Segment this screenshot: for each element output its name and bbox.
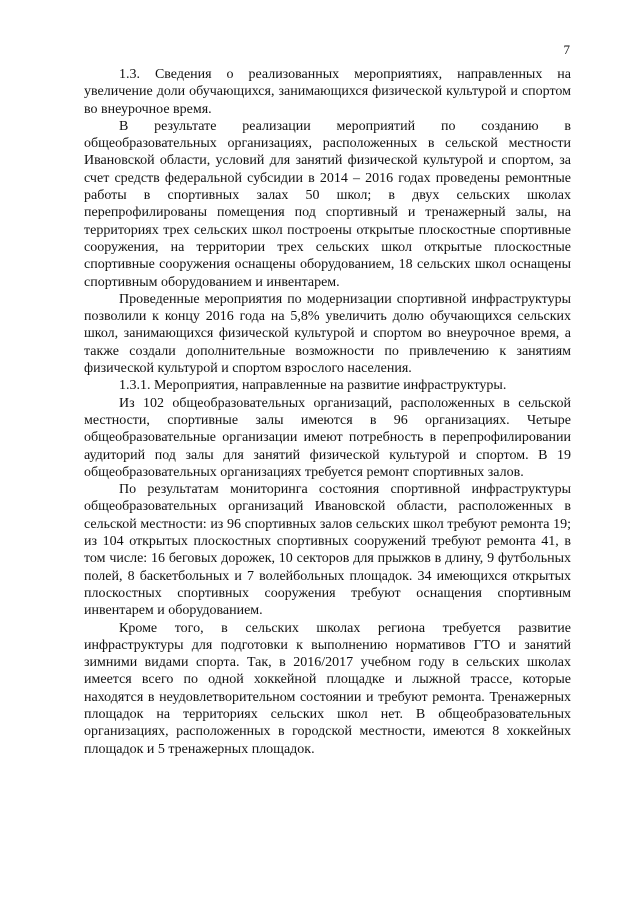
document-body [84, 66, 571, 758]
section-heading-1-3: 1.3. Сведения о реализованных мероприятиях, направленных на увеличение доли обучающихся, занимающихся физической культурой и спортом во внеурочное время. [84, 67, 571, 117]
paragraph-gto-winter: Кроме того, в сельских школах региона требуется развитие инфраструктуры для подготовки к выполнению нормативов ГТО и занятий зимними видами спорта. Так, в 2016/2017 учебном году в сельских школах имеется всего по одной хоккейной площадке и лыжной трассе, которые находятся в неудовлетворительном состоянии и требуют ремонта. Тренажерных площадок на территориях сельских школ нет. В общеобразовательных организациях, расположенных в городской местности, имеются 8 хоккейных площадок и 5 тренажерных площадок. [84, 620, 571, 757]
section-heading-1-3-1: 1.3.1. Мероприятия, направленные на развитие инфраструктуры. [119, 378, 507, 394]
paragraph-modernization: Проведенные мероприятия по модернизации спортивной инфраструктуры позволили к концу 2016 года на 5,8% увеличить долю обучающихся сельских школ, занимающихся физической культурой и спортом во внеурочное время, а также создали дополнительные возможности по привлечению к занятиям физической культурой и спортом взрослого населения. [84, 291, 571, 377]
paragraph-monitoring: По результатам мониторинга состояния спортивной инфраструктуры общеобразовательных организаций Ивановской области, расположенных в сельской местности: из 96 спортивных залов сельских школ требуют ремонта 19; из 104 открытых плоскостных спортивных сооружений требуют ремонта 41, в том числе: 16 беговых дорожек, 10 секторов для прыжков в длину, 9 футбольных полей, 8 баскетбольных и 7 волейбольных площадок. 34 имеющихся открытых плоскостных спортивных сооружения требуют оснащения спортивным инвентарем и оборудованием. [84, 482, 571, 619]
paragraph-gyms: Из 102 общеобразовательных организаций, расположенных в сельской местности, спортивные залы имеются в 96 организациях. Четыре общеобразовательные организации имеют потребность в перепрофилировании аудиторий под залы для занятий физической культурой и спортом. В 19 общеобразовательных организациях требуется ремонт спортивных залов. [84, 395, 571, 480]
paragraph-results: В результате реализации мероприятий по созданию в общеобразовательных организациях, расположенных в сельской местности Ивановской области, условий для занятий физической культурой и спортом, за счет средств федеральной субсидии в 2014 – 2016 годах проведены ремонтные работы в спортивных залах 50 школ; в двух сельских школах перепрофилированы помещения под спортивный и тренажерный залы, на территориях трех сельских школ построены открытые плоскостные спортивные сооружения, на территории трех сельских школ открытые плоскостные спортивные сооружения оснащены оборудованием, 18 сельских школ оснащены спортивным оборудованием и инвентарем. [84, 118, 571, 290]
page-number: 7 [563, 42, 570, 57]
